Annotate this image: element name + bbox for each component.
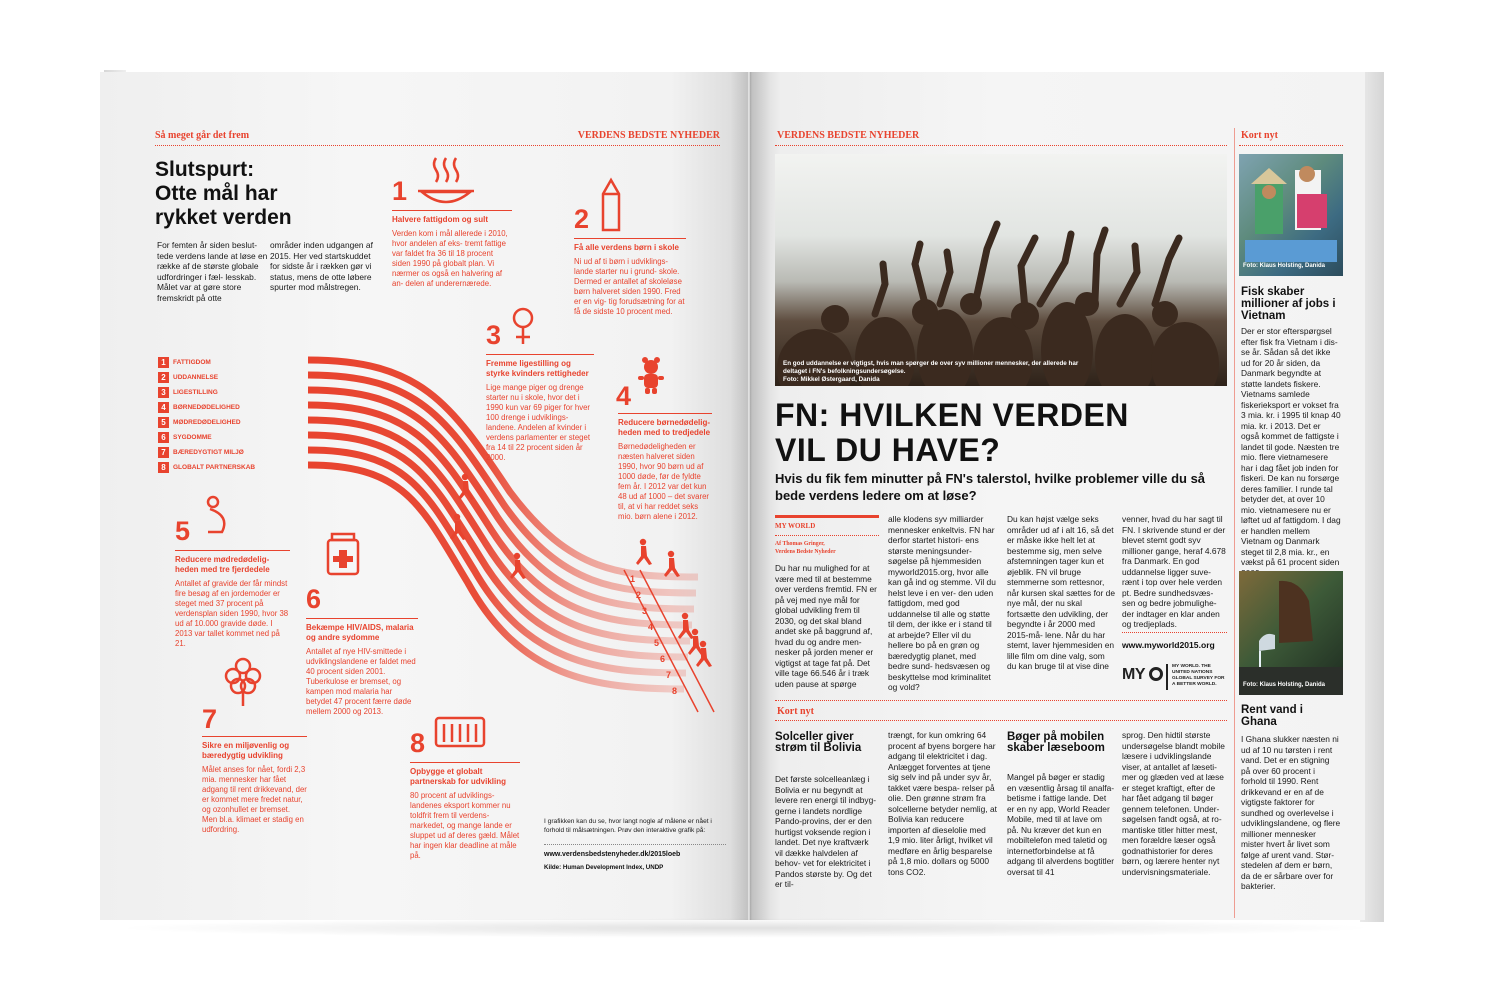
myworld-logo (1122, 664, 1227, 690)
goal-text: Målet anses for nået, fordi 2,3 mia. mennesker har fået adgang til rent drikkevand, der er kommet mere fredet natur, og ozonhullet er bremset. Men bl.a. klimaet er stadig en udfordring. (202, 765, 307, 834)
legend-item (158, 432, 308, 444)
goal-block-5 (175, 550, 290, 649)
spine-shadow (730, 72, 770, 920)
legend-label: UDDANNELSE (173, 374, 219, 381)
crowd-illustration (775, 154, 1227, 386)
brief-1-title: Solceller giver strøm til Bolivia (775, 731, 862, 754)
water-pouring-illustration (1239, 571, 1343, 695)
brief-2-col-1: Mangel på bøger er stadig en væsentlig årsag til analfa- betisme i fattige lande. Det er en ny app, World Reader Mobile, med til at lave om på. Nu kræver det kun en mobiltelefon med taletid og internetforbindelse at få adgang til alverdens bogtitler oversat til 41 (1007, 772, 1115, 877)
pencil-icon (603, 180, 619, 230)
goal-text: Børnedødeligheden er næsten halveret siden 1990, hvor 90 børn ud af 1000 døde, før de fyldte fem år. I 2012 var det kun 48 ud af 1000 – det svarer til, at vi har reddet seks mio. børn alene i 2012. (618, 442, 710, 521)
globe-icon (1149, 667, 1163, 681)
right-page (750, 72, 1365, 920)
byline-author: Af Thomas Gringer, (775, 541, 825, 547)
legend-number: 6 (158, 432, 169, 443)
goal-number: 4 (616, 381, 632, 411)
article-headline (775, 398, 1129, 468)
legend-item (158, 447, 308, 459)
legend-item (158, 402, 308, 414)
intro-col-1: For femten år siden beslut- tede verdens lande at løse en række af de største globale udfordringer i fæl- lesskab. Målet var at gøre store fremskridt på otte (157, 240, 268, 303)
legend-item (158, 372, 308, 384)
brief-1-col-2: trængt, for kun omkring 64 procent af byens borgere har adgang til elektricitet i dag. Anlægget forventes at tjene sig selv ind på under syv år, takket være bespa- relser på olie. Den grønne strøm fra solcellerne betyder nemlig, at Bolivia kan reducere importen af dieselolie med 1,9 mio. liter årligt, hvilket vil medføre en årlig besparelse på 1,8 mio. dollars og 5000 tons CO2. (888, 730, 997, 877)
lane-number: 4 (648, 622, 654, 632)
briefs-label: Kort nyt (777, 706, 814, 717)
footnote-source: Kilde: Human Development Index, UNDP (544, 864, 664, 871)
lane-number: 7 (666, 670, 672, 680)
brief-2-col-2: sprog. Den hidtil største undersøgelse blandt mobile læsere i udviklingslande viser, at antallet af læseti- mer og glæden ved at læse er steget kraftigt, efter de har fået adgang til bøger gennem telefonen. Under- søgelsen fandt også, at ro- mantiske titler hitter mest, men forældre læser også godnathistorier for deres børn, og lærere henter nyt undervisningsmateriale. (1122, 730, 1225, 877)
legend-label: BØRNEDØDELIGHED (173, 404, 240, 411)
goal-title: Reducere børnedødelig- heden med to tredjedele (618, 413, 712, 438)
soup-bowl-icon (418, 158, 474, 202)
legend-label: MØDREDØDELIGHED (173, 419, 241, 426)
goal-block-1 (392, 210, 512, 289)
runner-figure (664, 551, 680, 577)
goal-number: 8 (410, 728, 426, 758)
footnote-url[interactable]: www.verdensbedstenyheder.dk/2015loeb (544, 851, 681, 858)
legend-number: 5 (158, 417, 169, 428)
sidebar-label: Kort nyt (1241, 130, 1278, 141)
goal-block-2 (574, 238, 686, 317)
pregnant-woman-icon (208, 497, 224, 532)
sidebar-photo-2 (1239, 571, 1343, 695)
legend-number: 1 (158, 357, 169, 368)
teddy-bear-icon (638, 357, 664, 394)
medicine-bottle-icon (328, 534, 358, 574)
sidebar-story-2-title: Rent vand i Ghana (1241, 704, 1303, 728)
header-rule (775, 145, 1227, 146)
myworld-url[interactable]: www.myworld2015.org (1122, 640, 1215, 650)
goal-block-3 (486, 354, 594, 463)
goal-number: 5 (175, 516, 191, 546)
footnote-text: I grafikken kan du se, hvor langt nogle af målene er nået i forhold til målsætningen. Prøv den interaktive grafik på: (544, 818, 712, 834)
article-col-3: Du kan højst vælge seks områder ud af i alt 16, så det er måske ikke helt let at bestemme sig, men selve afstemningen tager kun et øjeblik. FN vil bruge stemmerne som rettesnor, når kursen skal sættes for de nye mål, der nu skal fortsætte den udvikling, der begyndte i år 2000 med 2015-må- lene. Når du har stemt, laver hjemmesiden en lille film om dine valg, som du kan bruge til at vise dine (1007, 514, 1115, 671)
goal-text: Antallet af gravide der får mindst fire besøg af en jordemoder er steget med 37 procent på verdensplan siden 1990, hvor 38 ud af 10.000 gravide døde. I 2013 var tallet kommet ned på 21. (175, 579, 289, 648)
lane-number: 1 (630, 574, 636, 584)
section-label: VERDENS BEDSTE NYHEDER (577, 130, 720, 141)
fish-workers-illustration (1239, 154, 1343, 276)
title-line: Slutspurt: (155, 158, 255, 181)
legend-item (158, 462, 308, 474)
byline-rule (775, 515, 879, 518)
legend-number: 3 (158, 387, 169, 398)
legend-item (158, 357, 308, 369)
footnote-rule (544, 844, 726, 845)
sidebar-story-1-text: Der er stor efterspørgsel efter fisk fra Vietnam i dis- se år. Sådan så det ikke ud for 20 år siden, da Danmark begyndte at støtte landets fiskere. Vietnams samlede fiskerieksport er vokset fra 3 mia. kr. i 1995 til knap 40 mia. kr. i 2013. Det er også kommet de fattigste i landet til gode. Næsten tre mio. flere vietnamesere har i dag fået job inden for fiskeri. De kan nu forsørge deres familier. I runde tal betyder det, at over 10 mio. vietnamesere nu er løftet ud af fattigdom. I dag er handlen mellem Vietnam og Danmark steget til 2,8 mia. kr., en vækst på 61 procent siden (1241, 326, 1341, 567)
sidebar-rule (1239, 145, 1343, 146)
article-col-2: alle klodens syv milliarder mennesker enkeltvis. FN har derfor startet histori- ens største meningsunder- søgelse på hjemmesiden myworld2015.org, hvor alle kan gå ind og stemme. Vil du helst leve i en ver- den uden fattigdom, med god uddannelse til alle og støtte til dem, der ikke er i stand til at arbejde? Eller vil du hellere bo på en grøn og bæredygtig planet, med bedre sund- hedsvæsen og beskyttelse mod kriminalitet og vold? (888, 514, 996, 692)
briefs-top-rule (775, 700, 1227, 701)
goal-number: 7 (202, 704, 218, 734)
hero-photo (775, 154, 1227, 386)
byline-outlet: Verdens Bedste Nyheder (775, 549, 836, 555)
goal-number: 6 (306, 584, 322, 614)
legend-number: 8 (158, 462, 169, 473)
byline (775, 540, 836, 556)
myworld-logo-text: MY (1122, 666, 1145, 683)
flower-icon (226, 659, 260, 706)
lane-number: 8 (672, 686, 678, 696)
people-group-icon (436, 718, 484, 746)
goal-number: 1 (392, 176, 408, 206)
goal-title: Fremme ligestilling og styrke kvinders rettigheder (486, 354, 594, 379)
legend-number: 7 (158, 447, 169, 458)
legend-label: GLOBALT PARTNERSKAB (173, 464, 256, 471)
kicker: Så meget går det frem (155, 130, 250, 141)
title-line: Otte mål har (155, 182, 278, 205)
article-col-1: Du har nu mulighed for at være med til at bestemme over verdens fremtid. FN er på vej med nye mål for global udvikling frem til 2030, og det skal bland andet ske på baggrund af, hvad du og andre men- nesker på jorden mener er vigtigst at tage fat på. Det ville tage 66.546 år i træk uden pause at spørge (775, 563, 877, 689)
photo-credit: Foto: Mikkel Østergaard, Danida (783, 376, 880, 383)
sidebar-story-1-title: Fisk skaber millioner af jobs i Vietnam (1241, 286, 1336, 322)
goal-block-6 (306, 618, 418, 717)
goal-block-4 (618, 413, 712, 522)
title-line: rykket verden (155, 206, 292, 229)
floor-shadow (110, 918, 1380, 938)
briefs-label-rule (775, 720, 1227, 721)
brief-2-title: Bøger på mobilen skaber læseboom (1007, 731, 1105, 754)
legend-label: FATTIGDOM (173, 359, 211, 366)
headline-line: FN: HVILKEN VERDEN (775, 397, 1129, 433)
goal-number: 3 (486, 320, 502, 350)
sidebar-divider (1234, 128, 1235, 918)
myworld-logo-mark (1122, 666, 1163, 684)
goal-title: Reducere mødredødelig- heden med tre fjerdedele (175, 550, 290, 575)
goal-title: Få alle verdens børn i skole (574, 238, 686, 253)
goal-title: Opbygge et globalt partnerskab for udvikling (410, 762, 520, 787)
legend-label: SYGDOMME (173, 434, 212, 441)
photo-caption: En god uddannelse er vigtigst, hvis man spørger de over syv millioner mennesker, der allerede har deltaget i FN's befolkningsundersøgelse. (783, 360, 1079, 375)
legend-number: 2 (158, 372, 169, 383)
brief-1-col-1: Det første solcelleanlæg i Bolivia er nu begyndt at levere ren energi til indbyg- gerne i landets nordlige Pando-provins, der er den hurtigst voksende region i landet. Det nye kraftværk vil dække halvdelen af behov- vet for elektricitet i Pandos største by. Og det er til- (775, 774, 877, 889)
graphic-footnote (544, 818, 726, 871)
goal-title: Bekæmpe HIV/AIDS, malaria og andre sydomme (306, 618, 418, 643)
article-col-4: venner, hvad du har sagt til FN. I skrivende stund er der blevet stemt godt syv millioner gange, heraf 4.678 fra Danmark. En god uddannelse ligger suve- rænt i top over hele verden pt. Bedre sundhedsvæs- sen og bedre jobmulighe- der indtager en klar anden og tredjeplads. (1122, 514, 1226, 629)
section-label: VERDENS BEDSTE NYHEDER (777, 130, 920, 141)
article-subhead: Hvis du fik fem minutter på FN's talerstol, hvilke problemer ville du så bede verdens ledere om at løse? (775, 471, 1206, 503)
goal-number: 2 (574, 204, 590, 234)
female-symbol-icon (514, 309, 532, 344)
goal-text: Verden kom i mål allerede i 2010, hvor andelen af eks- tremt fattige var faldet fra 36 til 18 procent siden 1990 på globalt plan. Vi nærmer os også en halvering af an- delen af underernærede. (392, 229, 508, 288)
legend-label: LIGESTILLING (173, 389, 218, 396)
headline-line: VIL DU HAVE? (775, 432, 1001, 468)
runner-figure (636, 539, 652, 565)
sidebar-photo-2-credit: Foto: Klaus Holsting, Danida (1243, 682, 1325, 688)
legend-item (158, 387, 308, 399)
lane-number: 3 (642, 606, 648, 616)
sidebar-story-2-text: I Ghana slukker næsten ni ud af 10 nu tørsten i rent vand. Det er en stigning på over 60 procent i forhold til 1990. Rent drikkevand er en af de vigtigste faktorer for sundhed og overlevelse i udviklingslandene, og flere millioner mennesker mister hvert år livet som følge af urent vand. Stør- stedelen af dem er børn, da de er sårbare over for bakterier. (1241, 734, 1341, 891)
goal-title: Sikre en miljøvenlig og bæredygtig udvikling (202, 736, 307, 761)
sidebar-photo-1-credit: Foto: Klaus Holsting, Danida (1243, 263, 1325, 269)
article-end-rule (1122, 632, 1227, 633)
goal-block-8 (410, 762, 520, 861)
legend-number: 4 (158, 402, 169, 413)
myworld-tagline: MY WORLD. THE UNITED NATIONS GLOBAL SURVEY FOR A BETTER WORLD. (1172, 664, 1225, 687)
legend-item (158, 417, 308, 429)
legend-label: BÆREDYGTIGT MILJØ (173, 449, 244, 456)
intro-col-2: områder inden udgangen af 2015. Her ved startskuddet for sidste år i rækken gør vi status, mens de otte løbere spurter mod målstregen. (270, 240, 373, 292)
goal-block-7 (202, 736, 307, 835)
logo-divider (1166, 664, 1168, 690)
lane-number: 5 (654, 638, 660, 648)
byline-dotted-rule (775, 535, 879, 536)
byline-kicker: MY WORLD (775, 522, 816, 530)
lane-number: 6 (660, 654, 666, 664)
lane-number: 2 (636, 590, 642, 600)
goal-text: Antallet af nye HIV-smittede i udviklingslandene er faldet med 40 procent siden 2001. Tuberkulose er bremset, og kampen mod malaria har betydet 47 procent færre døde mellem 2000 og 2013. (306, 647, 416, 716)
goal-title: Halvere fattigdom og sult (392, 210, 512, 225)
goal-text: 80 procent af udviklings- landenes eksport kommer nu toldfrit frem til verdens- markedet, og mange lande er sluppet ud af deres gæld. Målet har ingen klar deadline at måle på. (410, 791, 520, 860)
goal-text: Ni ud af ti børn i udviklings- lande starter nu i grund- skole. Dermed er antallet af skoleløse børn halveret siden 1990. Fred er en vig- tig forudsætning for at få de sidste 10 procent med. (574, 257, 685, 316)
goal-text: Lige mange piger og drenge starter nu i skole, hvor det i 1990 kun var 69 piger for hver 100 drenge i udviklings- landene. Andelen af kvinder i verdens parlamenter er steget fra 14 til 22 procent siden år 2000. (486, 383, 591, 462)
sidebar-photo-1 (1239, 154, 1343, 276)
left-page (100, 72, 748, 920)
